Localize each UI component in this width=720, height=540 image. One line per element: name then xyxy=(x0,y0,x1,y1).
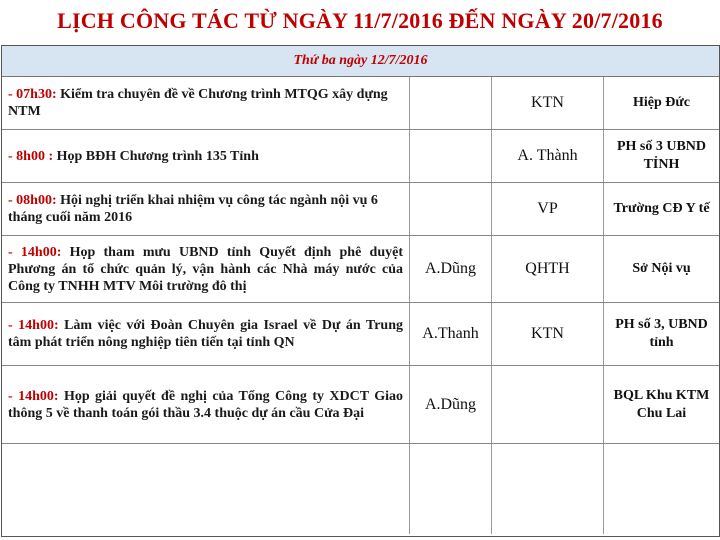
task-text: Hội nghị triển khai nhiệm vụ công tác ngành nội vụ 6 tháng cuối năm 2016 xyxy=(8,193,378,225)
place-cell: Hiệp Đức xyxy=(632,95,690,110)
empty-cell xyxy=(604,444,719,534)
unit-cell: KTN xyxy=(492,303,604,365)
page-title: LỊCH CÔNG TÁC TỪ NGÀY 11/7/2016 ĐẾN NGÀY 20/7/2016 xyxy=(57,8,663,33)
unit-cell: KTN xyxy=(492,77,604,129)
unit-cell: VP xyxy=(492,183,604,235)
table-row xyxy=(2,366,719,444)
task-time: - 8h00 : xyxy=(8,148,54,164)
table-row xyxy=(2,236,719,303)
task-cell xyxy=(2,183,410,235)
place-cell: PH số 3 UBND TỈNH xyxy=(616,139,707,172)
unit-cell: QHTH xyxy=(492,236,604,302)
task-cell xyxy=(2,366,410,443)
task-text: Họp BĐH Chương trình 135 Tỉnh xyxy=(53,148,259,164)
task-text: Kiểm tra chuyên đề về Chương trình MTQG xây dựng NTM xyxy=(8,87,388,119)
leader-cell: A.Thanh xyxy=(410,303,492,365)
task-time: - 14h00: xyxy=(8,318,59,333)
task-time: - 07h30: xyxy=(8,87,57,102)
place-cell: Trường CĐ Y tế xyxy=(613,201,710,216)
leader-cell xyxy=(410,77,492,129)
leader-cell: A.Dũng xyxy=(410,366,492,443)
leader-cell xyxy=(410,130,492,182)
table-row xyxy=(2,130,719,183)
place-cell: Sở Nội vụ xyxy=(632,261,691,276)
table-row xyxy=(2,183,719,236)
unit-cell: A. Thành xyxy=(492,130,604,182)
empty-row xyxy=(2,444,719,534)
table-row xyxy=(2,303,719,366)
table-row xyxy=(2,77,719,130)
task-cell xyxy=(2,303,410,365)
task-text: Họp tham mưu UBND tỉnh Quyết định phê duyệt Phương án tổ chức quản lý, vận hành các Nhà máy nước của Công ty TNHH MTV Môi trường đô thị xyxy=(8,244,403,294)
task-time: - 14h00: xyxy=(8,244,62,260)
task-text: Họp giải quyết đề nghị của Tổng Công ty XDCT Giao thông 5 về thanh toán gói thầu 3.4 thuộc dự án cầu Cửa Đại xyxy=(8,388,403,421)
leader-cell xyxy=(410,183,492,235)
empty-cell xyxy=(410,444,492,534)
task-time: - 14h00: xyxy=(8,388,59,404)
empty-cell xyxy=(492,444,604,534)
day-header: Thứ ba ngày 12/7/2016 xyxy=(2,46,719,77)
empty-cell xyxy=(2,444,410,534)
unit-cell xyxy=(492,366,604,443)
place-cell: PH số 3, UBND tỉnh xyxy=(615,317,708,350)
leader-cell: A.Dũng xyxy=(410,236,492,302)
task-cell xyxy=(2,77,410,129)
schedule-table xyxy=(1,45,720,537)
place-cell: BQL Khu KTM Chu Lai xyxy=(613,387,710,421)
task-time: - 08h00: xyxy=(8,193,57,208)
task-cell xyxy=(2,130,410,182)
task-cell xyxy=(2,236,410,302)
task-text: Làm việc với Đoàn Chuyên gia Israel về Dự án Trung tâm phát triển nông nghiệp tiên tiến tại tỉnh QN xyxy=(8,318,403,350)
